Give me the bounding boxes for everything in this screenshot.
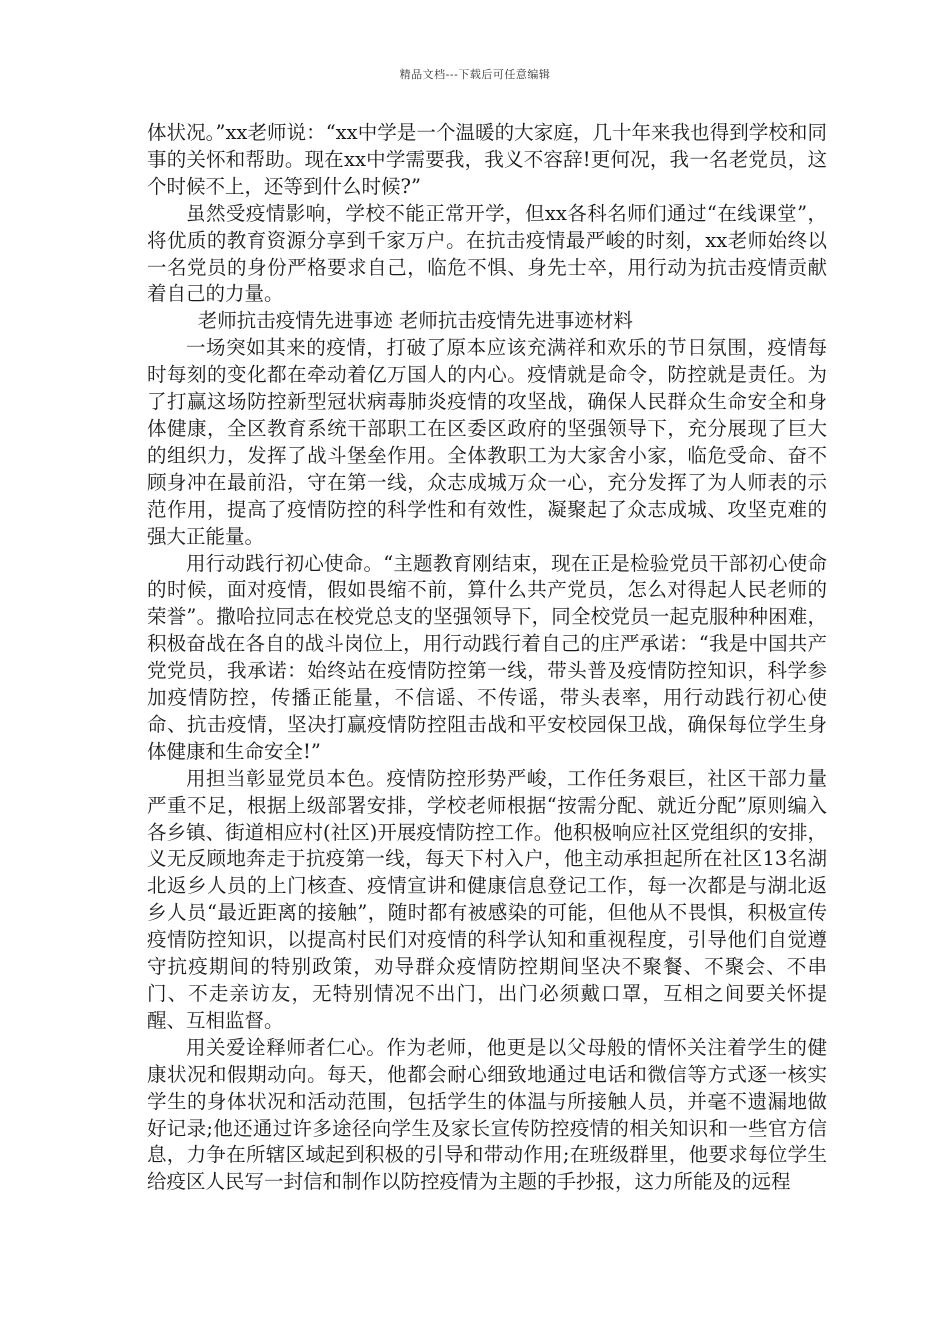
page-header: 精品文档---下载后可任意编辑	[399, 68, 551, 81]
paragraph: 用关爱诠释师者仁心。作为老师，他更是以父母般的情怀关注着学生的健康状况和假期动向。每天，他都会耐心细致地通过电话和微信等方式逐一核实学生的身体状况和活动范围，包括学生的体温与所接触人员，并毫不遗漏地做好记录;他还通过许多途径向学生及家长宣传防控疫情的相关知识和一些官方信息，力争在所辖区域起到积极的引导和带动作用;在班级群里，他要求每位学生给疫区人民写一封信和制作以防控疫情为主题的手抄报，这力所能及的远程	[147, 1035, 827, 1194]
paragraph: 用担当彰显党员本色。疫情防控形势严峻，工作任务艰巨，社区干部力量严重不足，根据上级部署安排，学校老师根据“按需分配、就近分配”原则编入各乡镇、街道相应村(社区)开展疫情防控工作。他积极响应社区党组织的安排，义无反顾地奔走于抗疫第一线，每天下村入户，他主动承担起所在社区13名湖北返乡人员的上门核查、疫情宣讲和健康信息登记工作，每一次都是与湖北返乡人员“最近距离的接触”，随时都有被感染的可能，但他从不畏惧，积极宣传疫情防控知识，以提高村民们对疫情的科学认知和重视程度，引导他们自觉遵守抗疫期间的特别政策，劝导群众疫情防控期间坚决不聚餐、不聚会、不串门、不走亲访友，无特别情况不出门，出门必须戴口罩，互相之间要关怀提醒、互相监督。	[147, 766, 827, 1032]
paragraph: 一场突如其来的疫情，打破了原本应该充满祥和欢乐的节日氛围，疫情每时每刻的变化都在牵动着亿万国人的内心。疫情就是命令，防控就是责任。为了打赢这场防控新型冠状病毒肺炎疫情的攻坚战，确保人民群众生命安全和身体健康，全区教育系统干部职工在区委区政府的坚强领导下，充分展现了巨大的组织力，发挥了战斗堡垒作用。全体教职工为大家舍小家，临危受命、奋不顾身冲在最前沿，守在第一线，众志成城万众一心，充分发挥了为人师表的示范作用，提高了疫情防控的科学性和有效性，凝聚起了众志成城、攻坚克难的强大正能量。	[147, 336, 827, 548]
section-title: 老师抗击疫情先进事迹 老师抗击疫情先进事迹材料	[197, 309, 633, 333]
document-body	[147, 120, 827, 1196]
paragraph-continuation: 体状况。”xx老师说：“xx中学是一个温暖的大家庭，几十年来我也得到学校和同事的关怀和帮助。现在xx中学需要我，我义不容辞!更何况，我一名老党员，这个时候不上，还等到什么时候?”	[147, 121, 827, 198]
paragraph: 用行动践行初心使命。“主题教育刚结束，现在正是检验党员干部初心使命的时候，面对疫情，假如畏缩不前，算什么共产党员，怎么对得起人民老师的荣誉”。撒哈拉同志在校党总支的坚强领导下，同全校党员一起克服种种困难，积极奋战在各自的战斗岗位上，用行动践行着自己的庄严承诺：“我是中国共产党党员，我承诺：始终站在疫情防控第一线，带头普及疫情防控知识，科学参加疫情防控，传播正能量，不信谣、不传谣，带头表率，用行动践行初心使命、抗击疫情，坚决打赢疫情防控阻击战和平安校园保卫战，确保每位学生身体健康和生命安全!”	[147, 551, 827, 763]
paragraph: 虽然受疫情影响，学校不能正常开学，但xx各科名师们通过“在线课堂”，将优质的教育资源分享到千家万户。在抗击疫情最严峻的时刻，xx老师始终以一名党员的身份严格要求自己，临危不惧、身先士卒，用行动为抗击疫情贡献着自己的力量。	[147, 201, 827, 306]
